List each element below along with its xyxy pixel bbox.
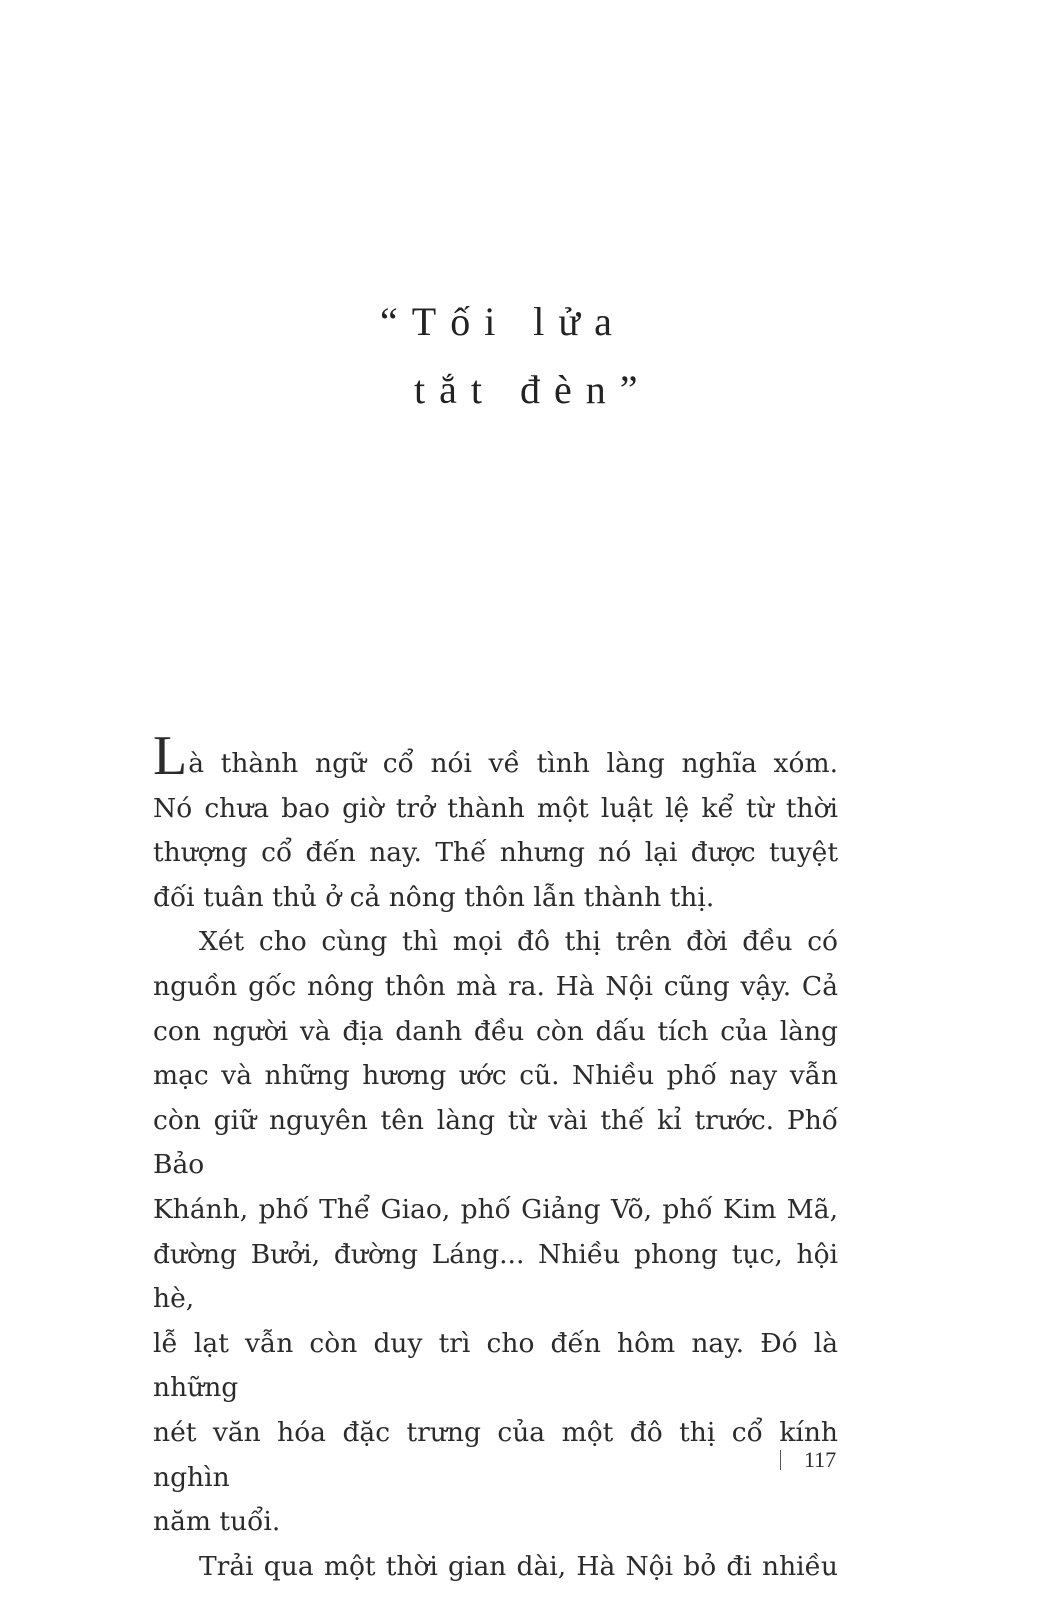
chapter-title-line-1: “Tối lửa	[380, 299, 626, 344]
paragraph-1	[153, 725, 838, 920]
paragraph-line: Khánh, phố Thể Giao, phố Giảng Võ, phố Kim Mã,	[153, 1193, 838, 1225]
page-number: 117	[804, 1447, 837, 1472]
paragraph-3	[153, 1545, 838, 1590]
chapter-title	[380, 288, 800, 424]
paragraph-line: còn giữ nguyên tên làng từ vài thế kỉ trước. Phố Bảo	[153, 1104, 838, 1181]
paragraph-line	[153, 725, 838, 787]
paragraph-line: Nó chưa bao giờ trở thành một luật lệ kể từ thời	[153, 792, 838, 824]
paragraph-line: lễ lạt vẫn còn duy trì cho đến hôm nay. Đó là những	[153, 1327, 838, 1404]
folio-divider	[780, 1450, 781, 1470]
paragraph-line: năm tuổi.	[153, 1506, 281, 1538]
paragraph-line: nguồn gốc nông thôn mà ra. Hà Nội cũng vậy. Cả	[153, 970, 838, 1002]
paragraph-line: Xét cho cùng thì mọi đô thị trên đời đều có	[199, 926, 838, 958]
paragraph-2	[153, 920, 838, 1544]
paragraph-line: nét văn hóa đặc trưng của một đô thị cổ kính nghìn	[153, 1416, 838, 1493]
paragraph-line: đối tuân thủ ở cả nông thôn lẫn thành thị.	[153, 881, 715, 913]
paragraph-line: mạc và những hương ước cũ. Nhiều phố nay vẫn	[153, 1060, 838, 1092]
body-text	[153, 725, 838, 1589]
page-footer	[778, 1446, 838, 1474]
chapter-title-line-2: tắt đèn”	[414, 367, 652, 412]
drop-cap: L	[153, 725, 188, 787]
paragraph-line: con người và địa danh đều còn dấu tích của làng	[153, 1015, 838, 1047]
paragraph-line: Trải qua một thời gian dài, Hà Nội bỏ đi nhiều	[199, 1550, 838, 1582]
paragraph-line: thượng cổ đến nay. Thế nhưng nó lại được tuyệt	[153, 837, 838, 869]
paragraph-line-text: à thành ngữ cổ nói về tình làng nghĩa xóm.	[188, 748, 838, 779]
paragraph-line: đường Bưởi, đường Láng... Nhiều phong tục, hội hè,	[153, 1238, 838, 1315]
